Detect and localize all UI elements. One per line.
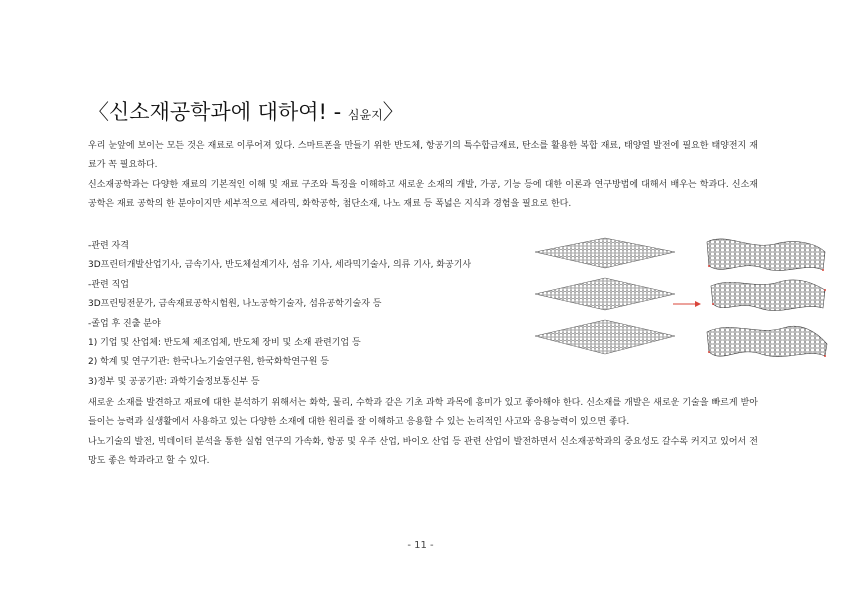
outro-paragraph: 새로운 소재를 발견하고 재료에 대한 분석하기 위해서는 화학, 물리, 수학과 같은 기초 과학 과목에 흥미가 있고 좋아해야 한다. 신소재를 개발은 새로운 기술을 빠르게 받아들이는 능력과 실생활에서 사용하고 있는 다양한 소재에 대한 원리를 잘 이해하고 응용할 수 있는 논리적인 사고와 응용능력이 있으면 좋다. (88, 398, 758, 428)
graphene-sheets-figure (535, 232, 830, 382)
title-close: 〉 (382, 100, 404, 124)
flat-sheet-2 (535, 278, 675, 310)
info-list (88, 237, 471, 392)
outro-paragraph: 나노기술의 발전, 빅데이터 분석을 통한 실험 연구의 가속화, 항공 및 우주 산업, 바이오 산업 등 관련 산업이 발전하면서 신소재공학과의 중요성도 갈수록 커지고 있어서 전망도 좋은 학과라고 할 수 있다. (88, 436, 758, 467)
page-title (88, 96, 404, 126)
flat-sheet-3 (535, 320, 675, 354)
page-number: - 11 - (407, 540, 434, 551)
flat-sheet-1 (535, 238, 675, 268)
section-heading: -관련 자격 (88, 241, 129, 251)
rippled-sheet-1 (707, 239, 825, 271)
section-heading: -졸업 후 진출 분야 (88, 318, 161, 329)
intro-text (88, 137, 758, 215)
rippled-sheet-3 (707, 326, 827, 356)
intro-paragraph: 신소재공학과는 다양한 재료의 기본적인 이해 및 재료 구조와 특징을 이해하고 새로운 소재의 개발, 가공, 기능 등에 대한 이론과 연구방법에 대해서 배우는 학과다. 신소재 공학은 재료 공학의 한 분야이지만 세부적으로 세라믹, 화학공학, 첨단소재, 나노 재료 등 폭넓은 지식과 경험을 필요로 한다. (88, 179, 758, 210)
section-item: 3D프린팅전문가, 금속재료공학시험원, 나노공학기술자, 섬유공학기술자 등 (88, 299, 382, 310)
title-main: 〈신소재공학과에 대하여! - (88, 100, 348, 124)
outro-text (88, 394, 758, 472)
section-item: 2) 학계 및 연구기관: 한국나노기술연구원, 한국화학연구원 등 (88, 357, 329, 368)
section-item: 3)정부 및 공공기관: 과학기술정보통신부 등 (88, 376, 260, 387)
title-author: 심윤지 (347, 108, 383, 122)
rippled-sheet-2 (711, 280, 825, 311)
section-heading: -관련 직업 (88, 279, 129, 290)
intro-paragraph: 우리 눈앞에 보이는 모든 것은 재료로 이루어져 있다. 스마트폰을 만들기 위한 반도체, 항공기의 특수합금재료, 탄소를 활용한 복합 재료, 태양열 발전에 필요한 태양전지 재료가 꼭 필요하다. (88, 141, 758, 171)
arrow-icon (673, 301, 701, 307)
graphene-figure (535, 232, 830, 382)
section-item: 3D프린터개발산업기사, 금속기사, 반도체설계기사, 섬유 기사, 세라믹기술사, 의류 기사, 화공기사 (88, 260, 472, 271)
section-item: 1) 기업 및 산업체: 반도체 제조업체, 반도체 장비 및 소재 관련기업 등 (88, 338, 361, 349)
